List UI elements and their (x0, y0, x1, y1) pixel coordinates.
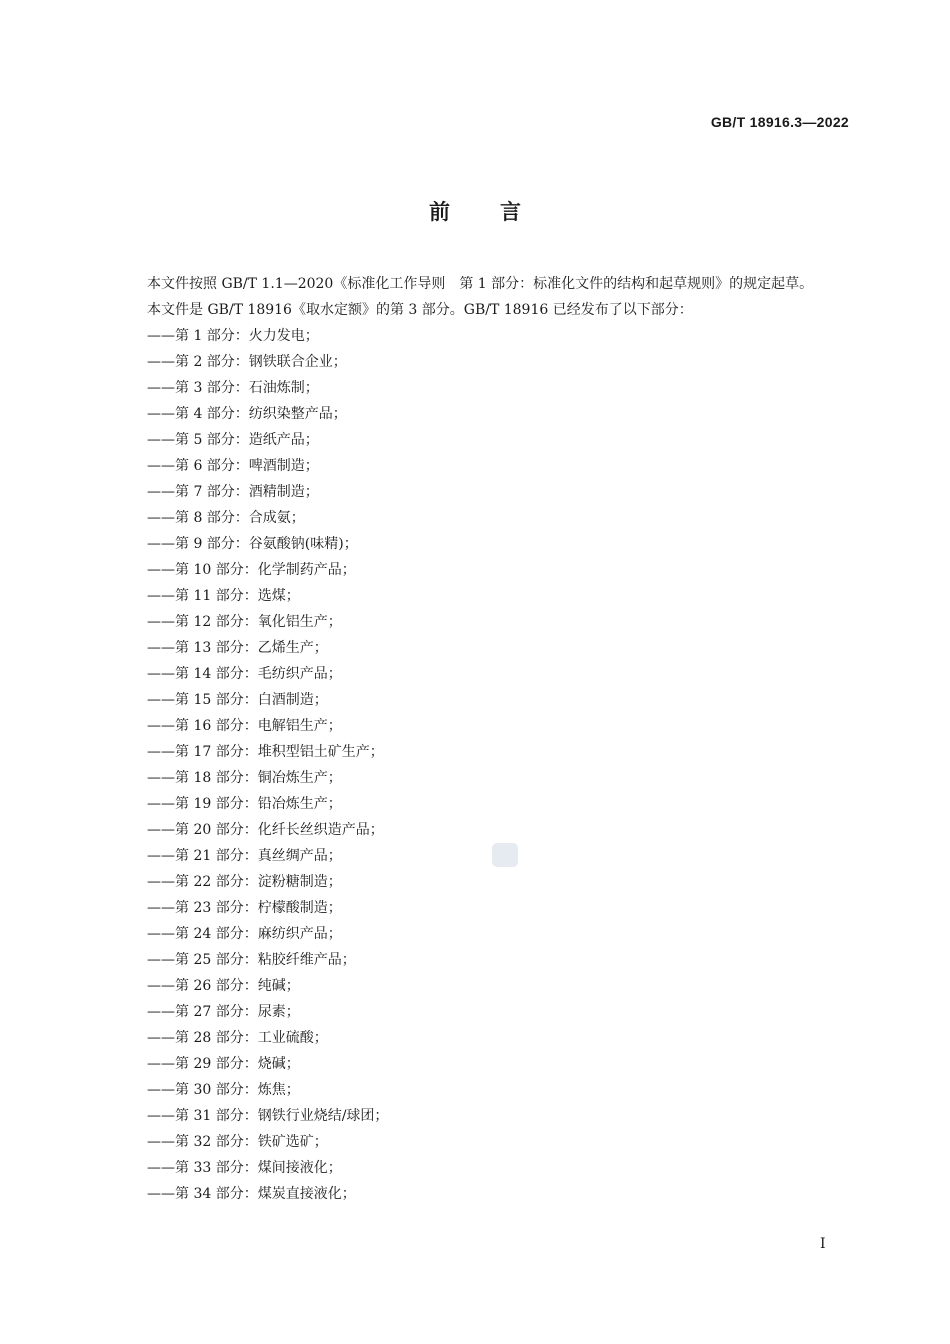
list-item: ——第 20 部分：化纤长丝织造产品； (147, 822, 384, 838)
list-item: ——第 4 部分：纺织染整产品； (147, 406, 347, 422)
series-intro-paragraph: 本文件是 GB/T 18916《取水定额》的第 3 部分。GB/T 18916 已经发布了以下部分： (147, 302, 693, 318)
list-item: ——第 32 部分：铁矿选矿； (147, 1134, 328, 1150)
standard-code: GB/T 18916.3—2022 (710, 114, 849, 130)
list-item: ——第 2 部分：钢铁联合企业； (147, 354, 347, 370)
list-item: ——第 17 部分：堆积型铝土矿生产； (147, 744, 384, 760)
list-item: ——第 3 部分：石油炼制； (147, 380, 319, 396)
list-item: ——第 22 部分：淀粉糖制造； (147, 874, 342, 890)
list-item: ——第 18 部分：铜冶炼生产； (147, 770, 342, 786)
list-item: ——第 8 部分：合成氨； (147, 510, 305, 526)
list-item: ——第 11 部分：选煤； (147, 588, 300, 604)
list-item: ——第 15 部分：白酒制造； (147, 692, 328, 708)
list-item: ——第 31 部分：钢铁行业烧结/球团； (147, 1108, 389, 1124)
list-item: ——第 30 部分：炼焦； (147, 1082, 300, 1098)
list-item: ——第 16 部分：电解铝生产； (147, 718, 342, 734)
page-title: 前言 (429, 200, 571, 224)
page-number: I (820, 1236, 826, 1252)
list-item: ——第 14 部分：毛纺织产品； (147, 666, 342, 682)
drafting-rule-paragraph: 本文件按照 GB/T 1.1—2020《标准化工作导则 第 1 部分：标准化文件的结构和起草规则》的规定起草。 (147, 276, 814, 292)
sac-watermark-logo (492, 843, 518, 867)
list-item: ——第 10 部分：化学制药产品； (147, 562, 356, 578)
list-item: ——第 6 部分：啤酒制造； (147, 458, 319, 474)
list-item: ——第 23 部分：柠檬酸制造； (147, 900, 342, 916)
list-item: ——第 1 部分：火力发电； (147, 328, 319, 344)
list-item: ——第 24 部分：麻纺织产品； (147, 926, 342, 942)
list-item: ——第 33 部分：煤间接液化； (147, 1160, 342, 1176)
list-item: ——第 12 部分：氧化铝生产； (147, 614, 342, 630)
list-item: ——第 19 部分：铅冶炼生产； (147, 796, 342, 812)
list-item: ——第 34 部分：煤炭直接液化； (147, 1186, 356, 1202)
list-item: ——第 27 部分：尿素； (147, 1004, 300, 1020)
list-item: ——第 13 部分：乙烯生产； (147, 640, 328, 656)
list-item: ——第 26 部分：纯碱； (147, 978, 300, 994)
list-item: ——第 21 部分：真丝绸产品； (147, 848, 342, 864)
list-item: ——第 9 部分：谷氨酸钠(味精)； (147, 536, 358, 552)
list-item: ——第 5 部分：造纸产品； (147, 432, 319, 448)
foreword-body (113, 272, 850, 1207)
list-item: ——第 29 部分：烧碱； (147, 1056, 300, 1072)
list-item: ——第 25 部分：粘胶纤维产品； (147, 952, 356, 968)
list-item: ——第 7 部分：酒精制造； (147, 484, 319, 500)
list-item: ——第 28 部分：工业硫酸； (147, 1030, 328, 1046)
published-parts-list (113, 323, 850, 1207)
